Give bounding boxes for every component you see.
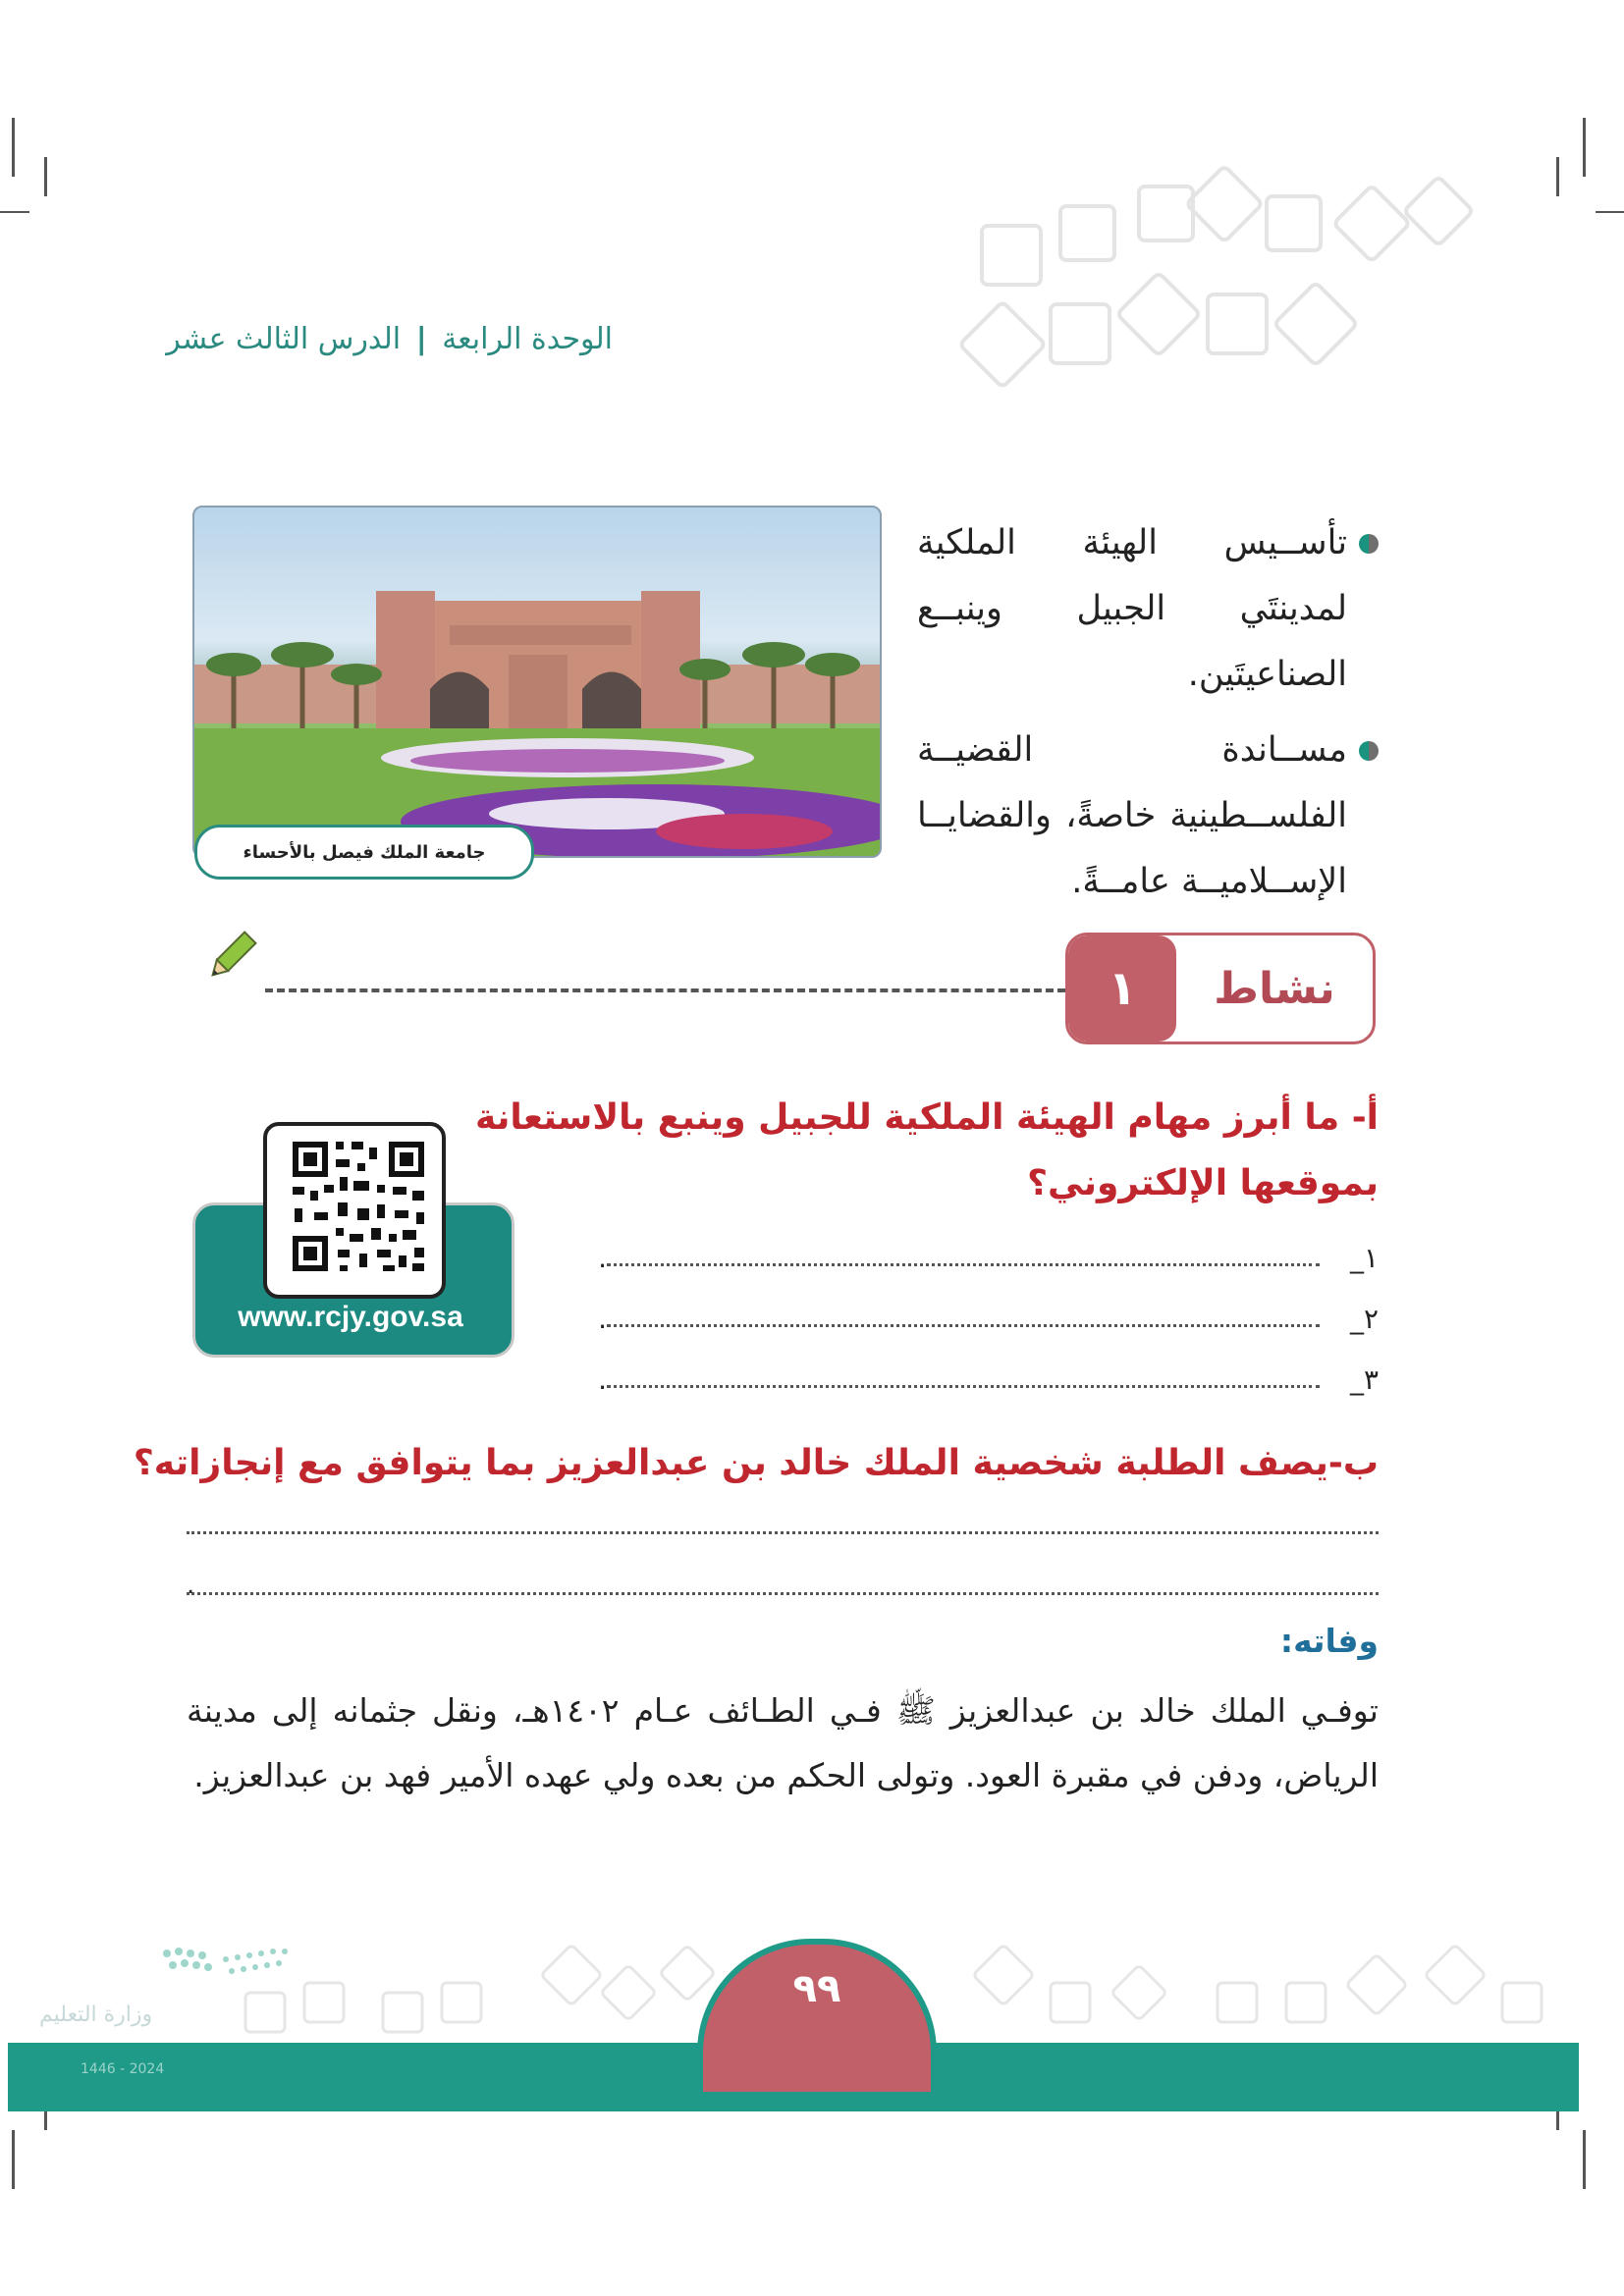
crop-mark bbox=[1596, 211, 1624, 213]
question-a-line1: أ- ما أبرز مهام الهيئة الملكية للجبيل وينبع بالاستعانة bbox=[475, 1097, 1379, 1138]
ministry-year: 2024 - 1446 bbox=[81, 2061, 165, 2077]
activity-divider bbox=[265, 988, 1065, 992]
answer-blank[interactable] bbox=[187, 1592, 1379, 1595]
answer-blank[interactable] bbox=[187, 1531, 1379, 1534]
ministry-name: وزارة التعليم bbox=[39, 2002, 153, 2027]
question-b-text: ب-يصف الطلبة شخصية الملك خالد بن عبدالعزيز بما يتوافق مع إنجازاته؟ bbox=[133, 1443, 1379, 1483]
question-a-line2: بموقعها الإلكتروني؟ bbox=[1027, 1163, 1379, 1203]
activity-banner bbox=[1065, 933, 1376, 1044]
crop-mark bbox=[1583, 2130, 1586, 2189]
answer-end: . bbox=[598, 1363, 607, 1396]
section-heading: وفاته: bbox=[1279, 1622, 1379, 1660]
answer-end: . bbox=[187, 1571, 195, 1600]
answer-number: ٣_ bbox=[1349, 1363, 1379, 1396]
bullet-dot-icon bbox=[1359, 534, 1379, 554]
death-paragraph: توفـي الملك خالد بن عبدالعزيز ﷺ فـي الطـائف عـام ١٤٠٢هـ، ونقل جثمانه إلى مدينة الرياض، ودفن في مقبرة العود. وتولى الحكم من بعده ولي عهده الأمير فهد بن عبدالعزيز. bbox=[187, 1691, 1379, 1794]
decorative-tiles bbox=[943, 147, 1591, 422]
answer-line-1[interactable] bbox=[593, 1235, 1379, 1274]
activity-number: ١ bbox=[1068, 935, 1176, 1041]
bullet-dot-icon bbox=[1359, 741, 1379, 761]
pencil-icon bbox=[201, 928, 260, 987]
page-number: ٩٩ bbox=[792, 1966, 841, 2011]
answer-blank[interactable] bbox=[607, 1305, 1320, 1327]
university-photo bbox=[192, 506, 882, 858]
bullet-text: تأســيس الهيئة الملكية لمدينتَي الجبيل وينبــع الصناعيتَين. bbox=[917, 523, 1347, 694]
qr-code-icon bbox=[275, 1126, 442, 1287]
bullet-text: مســاندة القضيــة الفلســطينية خاصةً، والقضايــا الإســلاميــة عامــةً. bbox=[917, 730, 1347, 901]
header-unit: الوحدة الرابعة bbox=[442, 322, 613, 356]
ministry-logo-dots-icon bbox=[147, 1942, 304, 1991]
header-breadcrumb bbox=[166, 322, 613, 356]
photo-caption: جامعة الملك فيصل بالأحساء bbox=[194, 825, 534, 880]
answer-line-3[interactable] bbox=[593, 1357, 1379, 1396]
header-lesson: الدرس الثالث عشر bbox=[166, 322, 402, 356]
university-photo-illustration bbox=[194, 507, 880, 856]
header-separator: | bbox=[415, 322, 427, 356]
qr-url[interactable]: www.rcjy.gov.sa bbox=[238, 1301, 463, 1333]
answer-number: ٢_ bbox=[1349, 1303, 1379, 1335]
answer-number: ١_ bbox=[1349, 1242, 1379, 1274]
bullet-item bbox=[917, 510, 1379, 708]
answer-blank[interactable] bbox=[607, 1244, 1320, 1266]
achievement-bullets bbox=[917, 510, 1379, 925]
crop-mark bbox=[0, 211, 29, 213]
bullet-item bbox=[917, 718, 1379, 915]
answer-blank[interactable] bbox=[607, 1365, 1320, 1388]
answer-end: . bbox=[598, 1303, 607, 1335]
crop-mark bbox=[44, 157, 47, 196]
answer-line-2[interactable] bbox=[593, 1296, 1379, 1335]
activity-label: نشاط bbox=[1214, 963, 1335, 1014]
qr-code[interactable] bbox=[263, 1122, 446, 1299]
crop-mark bbox=[12, 118, 15, 177]
answer-end: . bbox=[598, 1242, 607, 1274]
crop-mark bbox=[12, 2130, 15, 2189]
